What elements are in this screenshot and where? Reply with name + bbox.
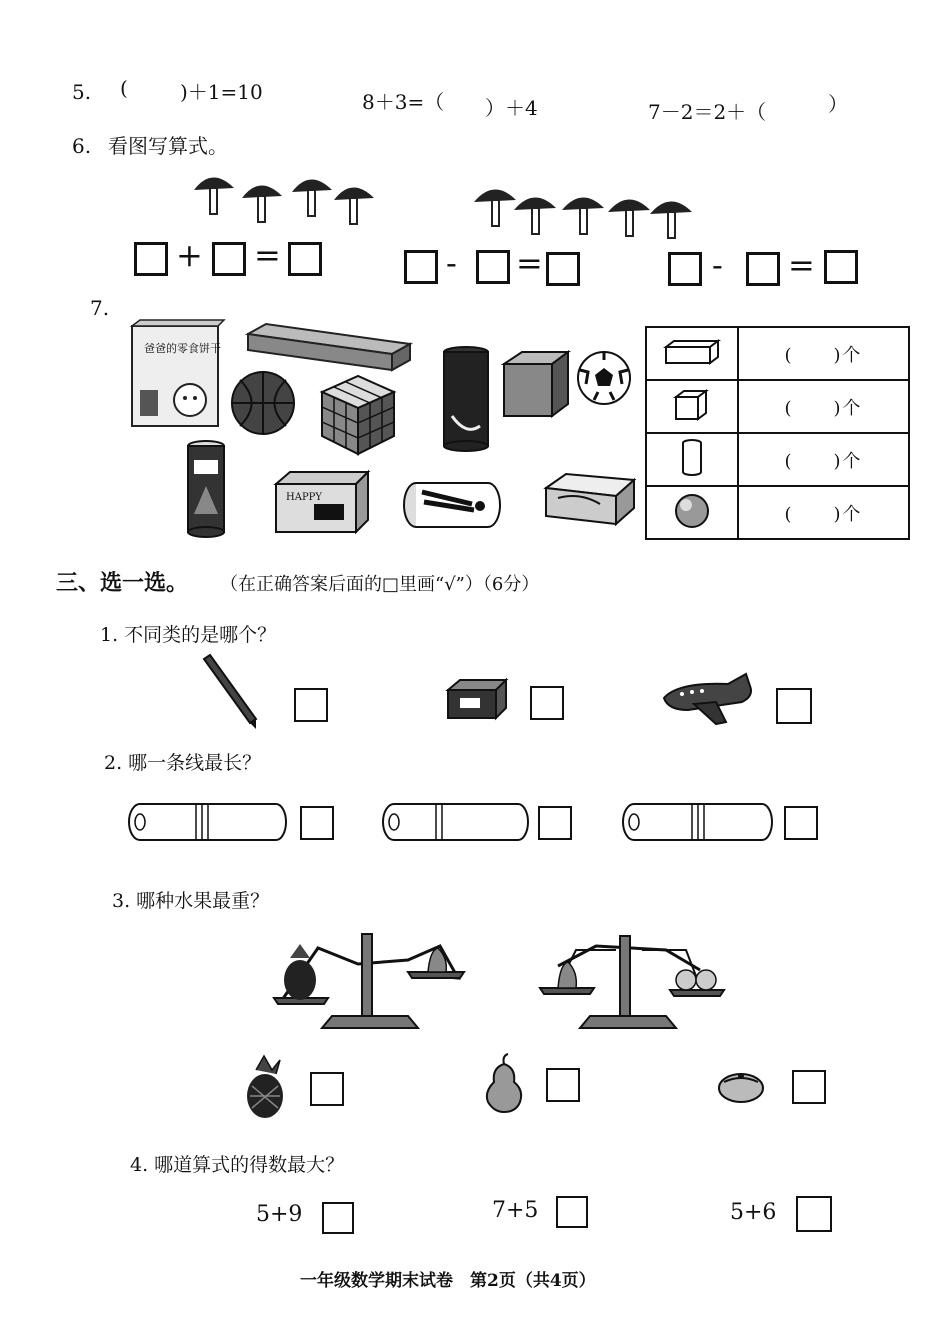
answer-cell[interactable]: ( )个 [738, 433, 909, 486]
q5-a-right: )＋1=10 [180, 80, 263, 104]
table-row [646, 380, 909, 433]
gift-box-label: HAPPY [286, 492, 323, 503]
q5-a-left: ( [120, 76, 128, 100]
equals-sign: = [516, 244, 543, 282]
mushroom-icon [334, 187, 374, 224]
option-5-plus-6: 5+6 [730, 1200, 777, 1225]
q3-4-text: 4. 哪道算式的得数最大？ [130, 1154, 345, 1176]
mushroom-icon [194, 177, 234, 214]
q3-2-text: 2. 哪一条线最长？ [104, 752, 262, 774]
table-row [646, 433, 909, 486]
answer-box[interactable] [824, 250, 858, 284]
answer-box[interactable] [546, 1068, 580, 1102]
option-5-plus-9: 5+9 [256, 1202, 303, 1227]
answer-box[interactable] [668, 252, 702, 286]
orange-icon [716, 1068, 766, 1104]
q6-number: 6. [72, 134, 92, 158]
cylinder-icon [679, 438, 705, 478]
section3-title: 三、选一选。 [56, 570, 189, 596]
mushroom-icon [562, 197, 604, 234]
answer-box[interactable] [538, 806, 572, 840]
equals-sign: = [254, 236, 281, 274]
pear-icon [482, 1054, 526, 1114]
cube-icon [672, 387, 712, 423]
mushroom-group-left [190, 168, 370, 228]
balance-scale-icon [268, 928, 478, 1036]
q3-1-text: 1. 不同类的是哪个？ [100, 624, 277, 646]
pencil-sharpener-icon [444, 676, 510, 722]
mushroom-icon [608, 199, 650, 236]
chips-can-image [184, 440, 228, 538]
table-row [646, 327, 909, 380]
answer-box[interactable] [746, 252, 780, 286]
soccer-ball-image [576, 350, 632, 406]
q5-b-right: ）＋4 [485, 96, 538, 120]
q3-3-text: 3. 哪种水果最重？ [112, 890, 270, 912]
log-icon [380, 800, 532, 846]
answer-cell[interactable]: ( )个 [738, 486, 909, 539]
answer-box[interactable] [792, 1070, 826, 1104]
mushroom-group-right [472, 180, 702, 240]
q6-title: 看图写算式。 [108, 134, 228, 158]
airplane-icon [658, 672, 758, 728]
q5-c-right: ） [828, 92, 848, 116]
shuttlecock-tube-image [402, 480, 502, 530]
answer-cell[interactable]: ( )个 [738, 380, 909, 433]
answer-box[interactable] [212, 242, 246, 276]
sphere-icon [672, 491, 712, 531]
answer-box[interactable] [404, 250, 438, 284]
answer-cell[interactable]: ( )个 [738, 327, 909, 380]
snack-box-label: 爸爸的零食饼干 [144, 342, 221, 355]
answer-box[interactable] [310, 1072, 344, 1106]
plus-sign: + [176, 236, 203, 274]
cuboid-icon [662, 337, 722, 367]
rubiks-cube-image [318, 374, 398, 456]
mushroom-icon [650, 201, 692, 238]
mushroom-icon [514, 197, 556, 234]
pencil-case-image [248, 324, 413, 374]
option-7-plus-5: 7+5 [492, 1198, 539, 1223]
mushroom-icon [474, 189, 516, 226]
q5-b-left: 8＋3=（ [362, 90, 445, 114]
answer-box[interactable] [776, 688, 812, 724]
answer-box[interactable] [530, 686, 564, 720]
answer-box[interactable] [476, 250, 510, 284]
answer-box[interactable] [796, 1196, 832, 1232]
minus-sign: - [446, 244, 457, 282]
answer-box[interactable] [546, 252, 580, 286]
eraser-box-image [544, 472, 636, 528]
pineapple-icon [242, 1056, 288, 1120]
q5-c-left: 7－2＝2＋（ [648, 100, 767, 124]
cube-image [502, 350, 570, 418]
q5-number: 5. [72, 80, 92, 104]
answer-box[interactable] [288, 242, 322, 276]
balance-scale-icon [536, 930, 726, 1036]
answer-box[interactable] [556, 1196, 588, 1228]
minus-sign: - [712, 246, 723, 284]
pencil-icon [200, 655, 260, 731]
tall-can-image [440, 346, 492, 452]
log-icon [620, 800, 776, 846]
mushroom-icon [292, 179, 332, 216]
equals-sign: = [788, 246, 815, 284]
answer-box[interactable] [784, 806, 818, 840]
answer-box[interactable] [134, 242, 168, 276]
q7-number: 7. [90, 296, 110, 320]
basketball-image [230, 370, 296, 436]
section3-note: （在正确答案后面的□里画“√”）（6分） [220, 574, 540, 595]
answer-box[interactable] [294, 688, 328, 722]
shape-count-table [645, 326, 910, 540]
answer-box[interactable] [300, 806, 334, 840]
table-row [646, 486, 909, 539]
answer-box[interactable] [322, 1202, 354, 1234]
snack-box-image [130, 320, 225, 430]
log-icon [126, 800, 290, 846]
mushroom-icon [242, 185, 282, 222]
page-footer: 一年级数学期末试卷 第2页（共4页） [300, 1271, 596, 1291]
